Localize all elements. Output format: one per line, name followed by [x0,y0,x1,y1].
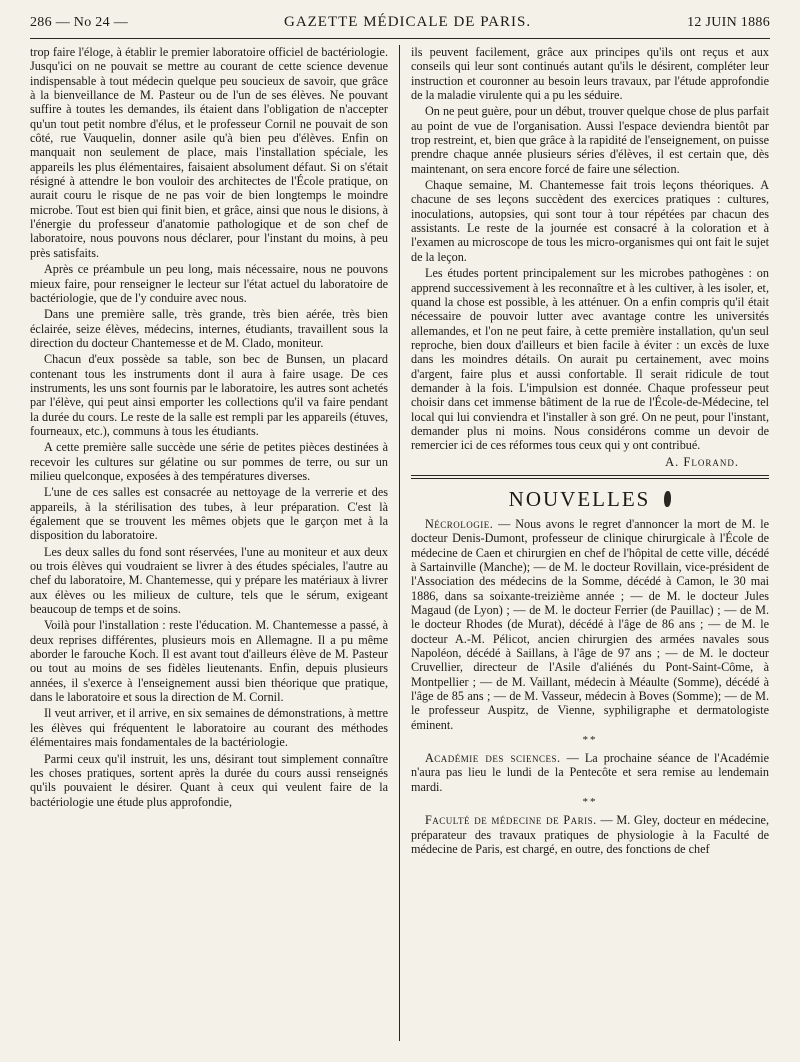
author-name: A. Florand. [665,454,739,469]
section-rule [411,475,769,479]
paragraph: Voilà pour l'installation : reste l'éducation. M. Chantemesse a passé, à deux reprises différentes, plusieurs mois en Allemagne. Il a pu même aborder le farouche Koch. Il est avant tout d'ailleurs élève de M. Pasteur ou tout au moins de ses fidèles lieutenants. Enfin, depuis plusieurs années, il s'exerce à l'enseignement aussi bien théorique que pratique, dans le laboratoire et sous la direction de M. Cornil. [30,618,388,705]
news-label: Nécrologie. [425,516,494,531]
paragraph: Dans une première salle, très grande, très bien aérée, très bien éclairée, seize élèves, médecins, internes, étudiants, travaillent sous la direction du docteur Chantemesse et de M. Clado, moniteur. [30,307,388,350]
section-title-text: NOUVELLES [508,486,651,511]
paragraph: Les deux salles du fond sont réservées, l'une au moniteur et aux deux ou trois élèves qui voudraient se livrer à des études spéciales, l'autre au chef du laboratoire, M. Chantemesse, qui y prépare les matériaux à livrer aux élèves ou les milieux de culture, tels que le sérum, exigeant beaucoup de temps et de soins. [30,544,388,617]
issue-date: 12 JUIN 1886 [687,15,770,30]
paragraph: trop faire l'éloge, à établir le premier laboratoire officiel de bactériologie. Jusqu'ici on ne pouvait se mettre au courant de cette science devenue indispensable à tout médecin quelque peu soucieux de savoir, que grâce à la bienveillance de M. Pasteur ou de l'un de ses élèves. Ne pouvant suffire à toutes les demandes, ils étaient dans l'obligation de n'accepter qu'un tout petit nombre d'élus, et le professeur Cornil ne pouvait de son côté, rue Vauquelin, donner asile qu'à bien peu d'élèves. Enfin on manquait non seulement de place, mais l'installation spéciale, les appareils les plus élémentaires, faisaient absolument défaut. Si on s'était résigné à attendre le bon vouloir des architectes de l'École pratique, on aurait couru le risque de ne pas voir de bien longtemps le moindre microbe. Tout est bien qui finit bien, et grâce, ainsi que nous le disions, à l'énergie du professeur d'anatomie pathologique et de son chef de laboratoire, nous pouvons nous déclarer, pour l'instant du moins, à peu près satisfaits. [30,45,388,260]
news-item-necrologie [411,517,769,732]
header-rule [30,38,770,39]
news-item-academie [411,751,769,794]
paragraph: Chaque semaine, M. Chantemesse fait trois leçons théoriques. A chacune de ses leçons succèdent des exercices pratiques : cultures, inoculations, autopsies, qui sont tour à tour répétées par chacun des assistants. Le reste de la journée est consacré à la coloration et à l'examen au microscope de tous les micro-organismes qui ont fait le sujet de la leçon. [411,178,769,264]
publication-title: GAZETTE MÉDICALE DE PARIS. [283,14,532,30]
ink-blot-icon [664,491,671,507]
article-signature [411,455,769,469]
paragraph: Chacun d'eux possède sa table, son bec de Bunsen, un placard contenant tous les instruments dont il aura à faire usage. De ces instruments, les uns sont fournis par le laboratoire, les autres sont achetés par l'élève, qui peut ainsi emporter les collections qu'il va faire pendant la durée du cours. Le reste de la salle est rempli par les appareils (étuves, fourneaux, etc.), communs à tous les étudiants. [30,352,388,438]
page-header [30,14,770,36]
article-columns [30,45,770,1041]
news-text: — La prochaine séance de l'Académie n'aura pas lieu le lundi de la Pentecôte et sera remise au lendemain mardi. [411,751,769,794]
news-label: Faculté de médecine de Paris. [425,813,597,828]
news-item-faculte [411,813,769,856]
paragraph: Il veut arriver, et il arrive, en six semaines de démonstrations, à mettre les élèves qui fréquentent le laboratoire au courant des méthodes élémentaires mais fondamentales de la bactériologie. [30,706,388,750]
paragraph: ils peuvent facilement, grâce aux principes qu'ils ont reçus et aux conseils qui leur sont continués autant qu'ils le désirent, compléter leur instruction et couronner au besoin leurs travaux, par l'étude approfondie de la maladie virulente qui a pu les séduire. [411,45,769,103]
news-text: — Nous avons le regret d'annoncer la mort de M. le docteur Denis-Dumont, professeur de clinique chirurgicale à l'École de médecine de Caen et chirurgien en chef de l'hôpital de cette ville, décédé à Sartainville (Manche); — de M. le docteur Rovillain, vice-président de l'Association des médecins de la Somme, décédé à Camon, le 30 mai 1886, dans sa soixante-treizième année ; — de M. le docteur Jules Magaud (de Lyon) ; — de M. le docteur Ferrier (de Pauillac) ; — de M. le docteur Rhodes (de Murat), décédé à l'âge de 86 ans ; — de M. le docteur A.-M. Pélicot, ancien chirurgien des armées navales sous Napoléon, décédé à Saillans, à l'âge de 97 ans ; — de M. le docteur Cruvellier, directeur de l'Asile d'aliénés du Pont-Saint-Côme, à Montpellier ; — de M. Vaillant, médecin à Méaulte (Somme), décédé à l'âge de 85 ans ; — de M. Vasseur, médecin à Boves (Somme); — de M. le professeur Auspitz, de Vienne, syphiligraphe et dermatologiste éminent. [411,516,769,732]
paragraph: Après ce préambule un peu long, mais nécessaire, nous ne pouvons mieux faire, pour renseigner le lecteur sur l'état actuel du laboratoire de bactériologie, que de l'y conduire avec nous. [30,262,388,305]
news-label: Académie des sciences. [425,751,561,766]
paragraph: Parmi ceux qu'il instruit, les uns, désirant tout simplement connaître les choses pratiques, sortent après la durée du cours aussi renseignés qu'ils pouvaient le désirer. Quant à ceux qui veulent faire de la bactériologie une étude plus approfondie, [30,751,388,809]
news-text: — M. Gley, docteur en médecine, préparateur des travaux pratiques de physiologie à la Faculté de médecine de Paris, est chargé, en outre, des fonctions de chef [411,813,769,856]
right-column [411,45,769,1041]
paragraph: On ne peut guère, pour un début, trouver quelque chose de plus parfait au point de vue de l'organisation. Aussi l'espace deviendra bientôt par trop restreint, et, bien que grâce à la rapidité de l'enseignement, on puisse prendre chaque année plusieurs séries d'élèves, il est certain que, dès maintenant, on sera encore forcé de faire une sélection. [411,104,769,176]
page-number: 286 — No 24 — [30,15,129,30]
paragraph: A cette première salle succède une série de petites pièces destinées à recevoir les cultures sur gélatine ou sur pommes de terre, ou sur un milieu quelconque, exposées à des températures diverses. [30,440,388,483]
section-heading [411,486,769,511]
separator-stars: ** [582,734,598,747]
column-divider [399,45,400,1041]
paragraph: L'une de ces salles est consacrée au nettoyage de la verrerie et des appareils, à la stérilisation des tubes, à leur préparation. C'est là également que se trouvent les mêmes objets que le garçon met à la disposition du laboratoire. [30,485,388,543]
paragraph: Les études portent principalement sur les microbes pathogènes : on apprend successivement à les reconnaître et à les cultiver, à les isoler, et, quand la chose est possible, à les atténuer. On a enfin compris qu'il était nécessaire de pouvoir lutter avec avantage contre les universités allemandes, et l'on ne peut faire, à cette première installation, qu'un seul reproche, bien doux d'ailleurs et bien facile à éviter : un excès de luxe dans les moindres détails. On aurait pu certainement, avec moins d'argent, faire plus et aussi confortable. Il serait ridicule de tout demander à la fois. L'impulsion est donnée. Chaque professeur peut choisir dans cet immense bâtiment de la rue de l'École-de-Médecine, tel local qui lui conviendra et l'installer à son gré. On ne peut, pour l'instant, demander plus ni moins. Nous considérons comme un devoir de remercier ici de ces réformes tous ceux qui y ont contribué. [411,266,769,453]
left-column [30,45,388,1041]
separator-stars: ** [582,796,598,809]
